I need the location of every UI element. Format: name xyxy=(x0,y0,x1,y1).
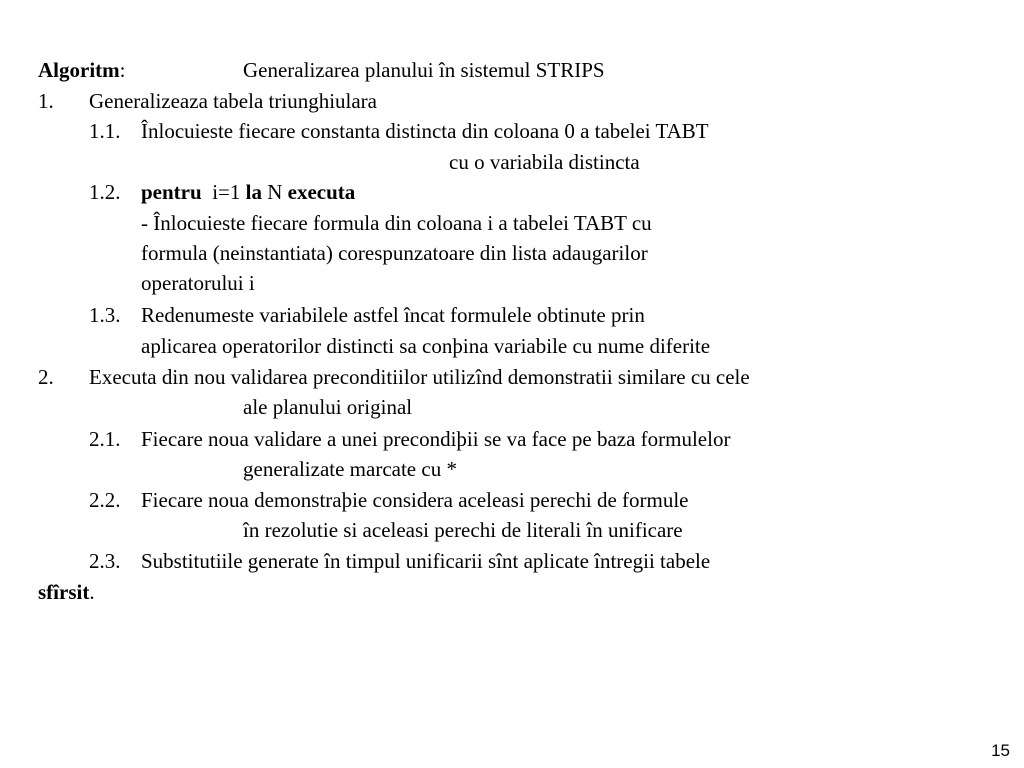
step-2-continuation: ale planului original xyxy=(243,395,413,419)
end-period: . xyxy=(89,580,95,604)
step-1-2-body-line-1: - Înlocuieste fiecare formula din coloana i a tabelei TABT cu xyxy=(141,211,652,235)
step-1-number: 1. xyxy=(38,89,54,113)
step-1-2-number: 1.2. xyxy=(89,180,121,204)
page-number: 15 xyxy=(991,741,1010,760)
algorithm-colon: : xyxy=(119,58,126,82)
step-2-2-continuation: în rezolutie si aceleasi perechi de literali în unificare xyxy=(243,518,683,542)
step-2-2-text: Fiecare noua demonstraþie considera aceleasi perechi de formule xyxy=(141,488,689,512)
step-2-text: Executa din nou validarea preconditiilor utilizînd demonstratii similare cu cele xyxy=(89,365,750,389)
step-1-3-number: 1.3. xyxy=(89,303,121,327)
step-2-1-text: Fiecare noua validare a unei precondiþii se va face pe baza formulelor xyxy=(141,427,731,451)
algorithm-header xyxy=(38,55,126,85)
keyword-la: la xyxy=(245,180,262,204)
step-1-1-text: Înlocuieste fiecare constanta distincta din coloana 0 a tabelei TABT xyxy=(141,119,709,143)
step-2-1-number: 2.1. xyxy=(89,427,121,451)
step-1-2-body-line-2: formula (neinstantiata) corespunzatoare din lista adaugarilor xyxy=(141,241,648,265)
step-2-number: 2. xyxy=(38,365,54,389)
step-1-2-loop-header xyxy=(141,177,355,207)
step-2-2-number: 2.2. xyxy=(89,488,121,512)
step-1-text: Generalizeaza tabela triunghiulara xyxy=(89,89,377,113)
step-2-3-number: 2.3. xyxy=(89,549,121,573)
algorithm-label: Algoritm xyxy=(38,58,120,82)
step-1-1-number: 1.1. xyxy=(89,119,121,143)
algorithm-title: Generalizarea planului în sistemul STRIPS xyxy=(243,58,605,82)
algorithm-end xyxy=(38,577,95,607)
step-2-1-continuation: generalizate marcate cu * xyxy=(243,457,457,481)
step-1-2-body-line-3: operatorului i xyxy=(141,271,255,295)
loop-bound-expression: N xyxy=(267,180,283,204)
keyword-pentru: pentru xyxy=(141,180,202,204)
loop-init-expression: i=1 xyxy=(212,180,241,204)
step-1-1-continuation: cu o variabila distincta xyxy=(449,150,640,174)
step-2-3-text: Substitutiile generate în timpul unificarii sînt aplicate întregii tabele xyxy=(141,549,711,573)
step-1-3-continuation: aplicarea operatorilor distincti sa conþina variabile cu nume diferite xyxy=(141,334,711,358)
keyword-executa: executa xyxy=(287,180,356,204)
keyword-sfirsit: sfîrsit xyxy=(38,580,90,604)
step-1-3-text: Redenumeste variabilele astfel încat formulele obtinute prin xyxy=(141,303,645,327)
